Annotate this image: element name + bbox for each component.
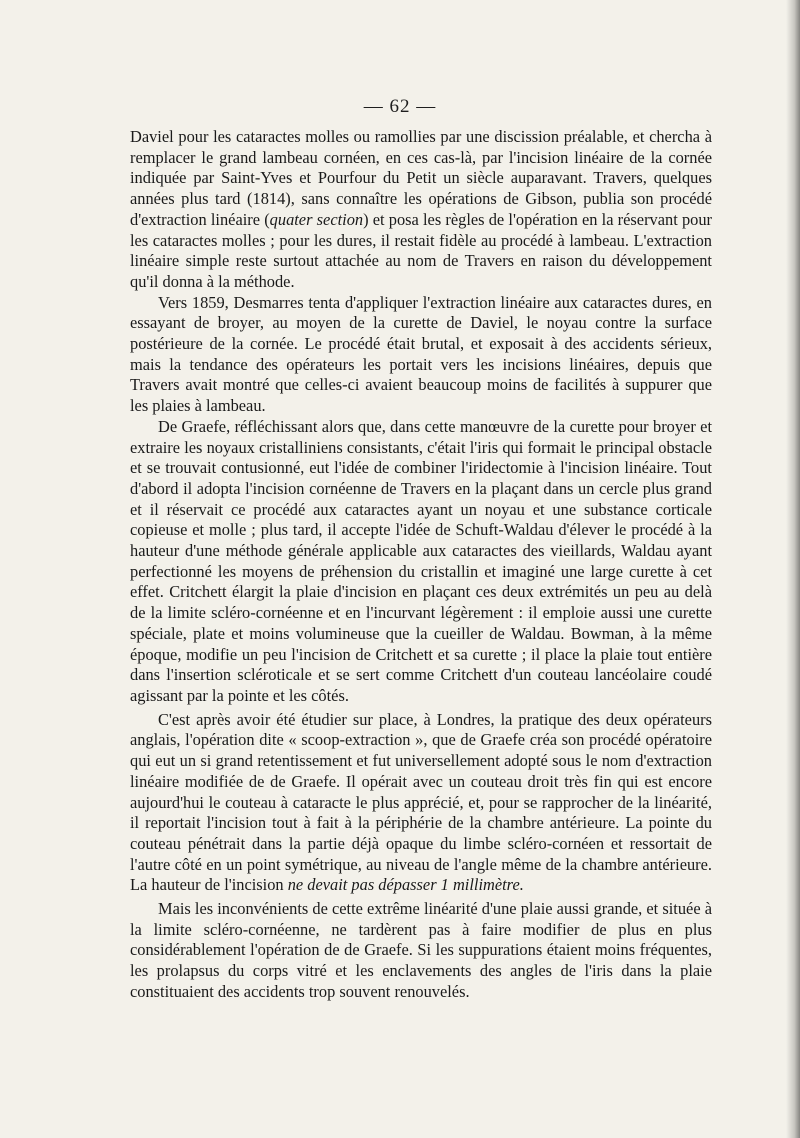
body-text (130, 127, 712, 1003)
paragraph-de-graefe (130, 417, 712, 707)
paragraph-text: ) et posa les règles de l'opération en la réservant pour les cataractes molles ; pour les dures, il restait fidèle au procédé à lambeau. L'extraction linéaire simple reste surtout attachée au nom de Travers en raison du développement qu'il donna à la méthode. (130, 209, 712, 291)
paragraph-text: Daviel pour les cataractes molles ou ramollies par une discission préalable, et chercha à remplacer le grand lambeau cornéen, en ces cas-là, par l'incision linéaire de la cornée indiquée par Saint-Yves et Pourfour du Petit un siècle auparavant. Travers, quelques années plus tard (1814), sans connaître les opérations de Gibson, publia son procédé d'extraction linéaire ( (130, 127, 712, 229)
paragraph-text: Mais les inconvénients de cette extrême linéarité d'une plaie aussi grande, et située à la limite scléro-cornéenne, ne tardèrent pas à faire modifier de plus en plus considérablement l'opération de de Graefe. Si les suppurations étaient moins fréquentes, les prolapsus du corps vitré et les enclavements des angles de l'iris dans la plaie constituaient des accidents trop souvent renouvelés. (130, 899, 712, 1001)
paragraph-daviel (130, 127, 712, 293)
scan-shadow-edge (786, 0, 800, 1138)
paragraph-scoop-extraction (130, 710, 712, 896)
page-number: — 62 — (363, 96, 437, 117)
italic-phrase: ne devait pas dépasser 1 millimètre. (287, 875, 524, 895)
italic-term: quater section (269, 209, 364, 229)
paragraph-desmarres (130, 293, 712, 417)
paragraph-inconvenients (130, 899, 712, 1003)
paragraph-text: Vers 1859, Desmarres tenta d'appliquer l'extraction linéaire aux cataractes dures, en essayant de broyer, au moyen de la curette de Daviel, le noyau contre la surface postérieure de la cornée. Le procédé était brutal, et exposait à des accidents sérieux, mais la tendance des opérateurs les portait vers les incisions linéaires, depuis que Travers avait montré que celles-ci avaient beaucoup moins de facilités à suppurer que les plaies à lambeau. (130, 292, 712, 416)
paragraph-text: De Graefe, réfléchissant alors que, dans cette manœuvre de la curette pour broyer et extraire les noyaux cristalliniens consistants, c'était l'iris qui formait le principal obstacle et se trouvait contusionné, eut l'idée de combiner l'iridectomie à l'incision linéaire. Tout d'abord il adopta l'incision cornéenne de Travers en la plaçant dans un cercle plus grand et il réservait ce procédé aux cataractes ayant un noyau et une substance corticale copieuse et molle ; plus tard, il accepte l'idée de Schuft-Waldau d'élever le procédé à la hauteur d'une méthode générale applicable aux cataractes des vieillards, Waldau ayant perfectionné les moyens de préhension du cristallin et imaginé une large curette à cet effet. Critchett élargit la plaie d'incision en plaçant ces deux extrémités un peu au delà de la limite scléro-cornéenne et en l'incurvant légèrement : il emploie aussi une curette spéciale, plate et moins volumineuse que la cueiller de Waldau. Bowman, à la même époque, modifie un peu l'incision de Critchett et sa curette ; il place la plaie tout entière dans l'insertion scléroticale et se sert comme Critchett d'un couteau lancéolaire coudé agissant par la pointe et les côtés. (130, 416, 712, 705)
paragraph-text: C'est après avoir été étudier sur place, à Londres, la pratique des deux opérateurs anglais, l'opération dite « scoop-extraction », que de Graefe créa son procédé opératoire qui eut un si grand retentissement et fut universellement adopté sous le nom d'extraction linéaire modifiée de de Graefe. Il opérait avec un couteau droit très fin qui est encore aujourd'hui le couteau à cataracte le plus apprécié, et, pour se rapprocher de la linéarité, il reportait l'incision tout à fait à la périphérie de la chambre antérieure. La pointe du couteau pénétrait dans la partie déjà opaque du limbe scléro-cornéen et ressortait de l'autre côté en un point symétrique, au niveau de l'angle même de la chambre antérieure. La hauteur de l'incision (130, 709, 712, 895)
